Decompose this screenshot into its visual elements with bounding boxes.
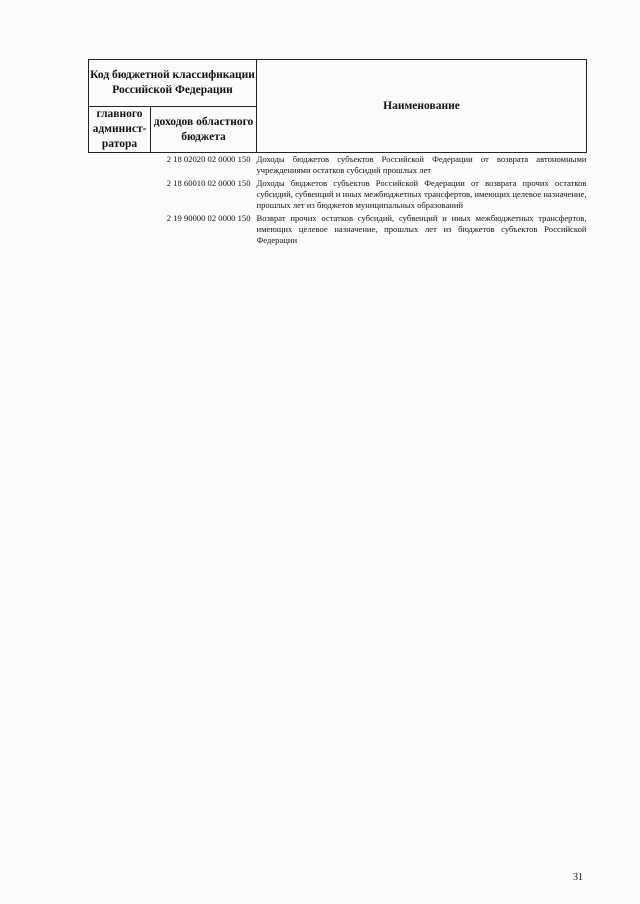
table-row	[89, 153, 587, 177]
header-regional-budget-income: доходов областного бюджета	[151, 107, 257, 153]
admin-code-cell	[89, 153, 151, 177]
header-chief-administrator: главного админист-ратора	[89, 107, 151, 153]
table-row	[89, 176, 587, 211]
income-name-cell: Доходы бюджетов субъектов Российской Федерации от возврата прочих остатков субсидий, субвенций и иных межбюджетных трансфертов, имеющих целевое назначение, прошлых лет из бюджетов муниципальных образований	[256, 178, 587, 210]
income-code-cell: 2 19 90000 02 0000 150	[166, 213, 251, 223]
budget-classification-table	[88, 59, 587, 246]
page-number: 31	[573, 872, 583, 883]
header-name: Наименование	[257, 60, 587, 153]
income-code-cell: 2 18 02020 02 0000 150	[166, 154, 251, 164]
admin-code-cell	[89, 176, 151, 211]
header-budget-code-group: Код бюджетной классификации Российской Федерации	[89, 60, 257, 107]
table-row	[89, 211, 587, 246]
income-code-cell: 2 18 60010 02 0000 150	[166, 178, 251, 188]
income-name-cell: Возврат прочих остатков субсидий, субвенций и иных межбюджетных трансфертов, имеющих целевое назначение, прошлых лет из бюджетов субъектов Российской Федерации	[256, 213, 587, 245]
admin-code-cell	[89, 211, 151, 246]
income-name-cell: Доходы бюджетов субъектов Российской Федерации от возврата автономными учреждениями остатков субсидий прошлых лет	[256, 154, 587, 175]
